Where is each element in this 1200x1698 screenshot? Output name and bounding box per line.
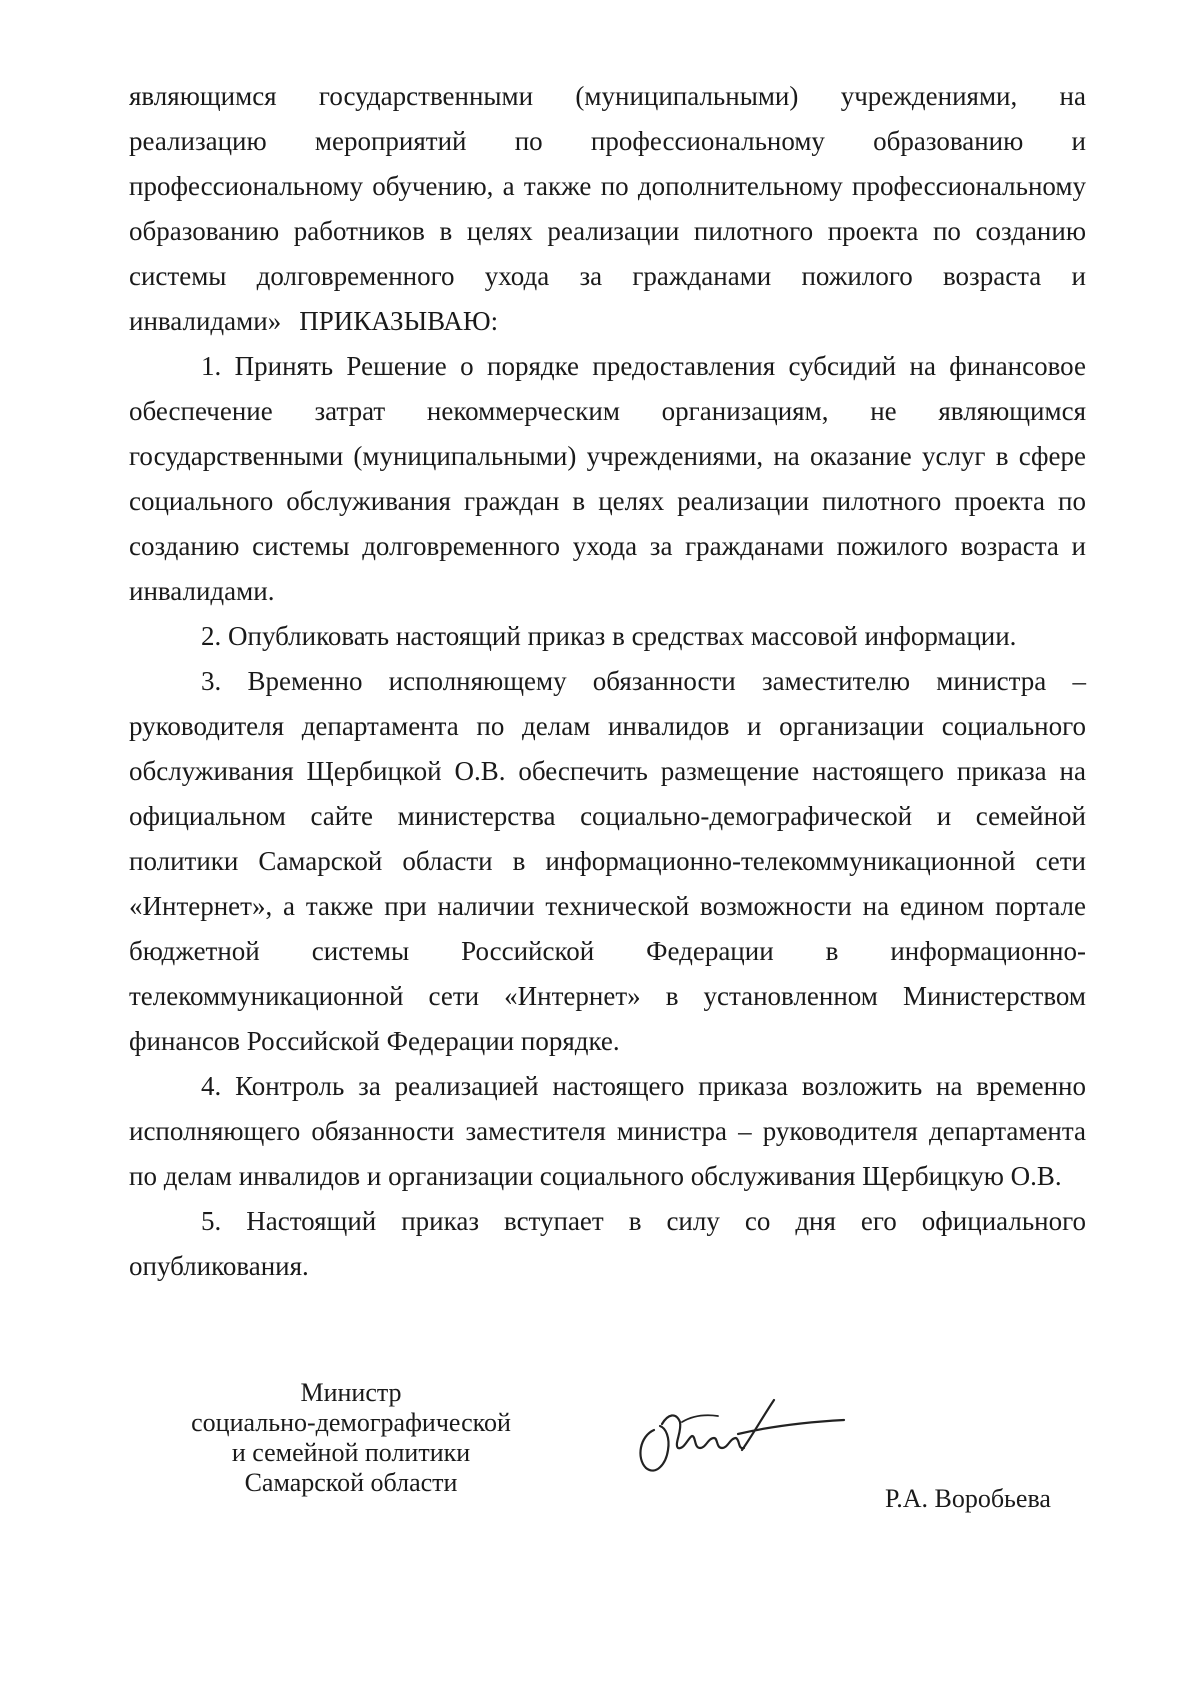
order-item-2: 2. Опубликовать настоящий приказ в средствах массовой информации. — [201, 621, 1017, 651]
signer-position — [176, 1378, 526, 1498]
intro-paragraph — [129, 74, 1086, 344]
handwritten-signature — [622, 1378, 852, 1478]
order-item-1: 1. Принять Решение о порядке предоставления субсидий на финансовое обеспечение затрат некоммерческим организациям, не являющимся государственными (муниципальными) учреждениями, на оказание услуг в сфере социального обслуживания граждан в целях реализации пилотного проекта по созданию системы долговременного ухода за гражданами пожилого возраста и инвалидами. — [129, 351, 1086, 606]
order-word: ПРИКАЗЫВАЮ: — [299, 306, 499, 336]
signer-position-line-3: и семейной политики — [231, 1438, 471, 1467]
order-body — [129, 74, 1086, 1289]
order-item-5: 5. Настоящий приказ вступает в силу со дня его официального опубликования. — [129, 1206, 1086, 1281]
signer-position-line-4: Самарской области — [244, 1468, 458, 1497]
signer-name: Р.А. Воробьева — [885, 1484, 1051, 1513]
signature-block — [0, 1378, 1200, 1513]
intro-text: являющимся государственными (муниципальными) учреждениями, на реализацию мероприятий по профессиональному образованию и профессиональному обучению, а также по дополнительному профессиональному образованию работников в целях реализации пилотного проекта по созданию системы долговременного ухода за гражданами пожилого возраста и инвалидами» — [129, 81, 1086, 336]
order-item-3: 3. Временно исполняющему обязанности заместителю министра – руководителя департамента по делам инвалидов и организации социального обслуживания Щербицкой О.В. обеспечить размещение настоящего приказа на официальном сайте министерства социально-демографической и семейной политики Самарской области в информационно-телекоммуникационной сети «Интернет», а также при наличии технической возможности на едином портале бюджетной системы Российской Федерации в информационно-телекоммуникационной сети «Интернет» в установленном Министерством финансов Российской Федерации порядке. — [129, 666, 1086, 1056]
signer-position-line-1: Министр — [300, 1378, 402, 1407]
signer-position-line-2: социально-демографической — [191, 1408, 511, 1437]
order-item-4: 4. Контроль за реализацией настоящего приказа возложить на временно исполняющего обязанности заместителя министра – руководителя департамента по делам инвалидов и организации социального обслуживания Щербицкую О.В. — [129, 1071, 1086, 1191]
